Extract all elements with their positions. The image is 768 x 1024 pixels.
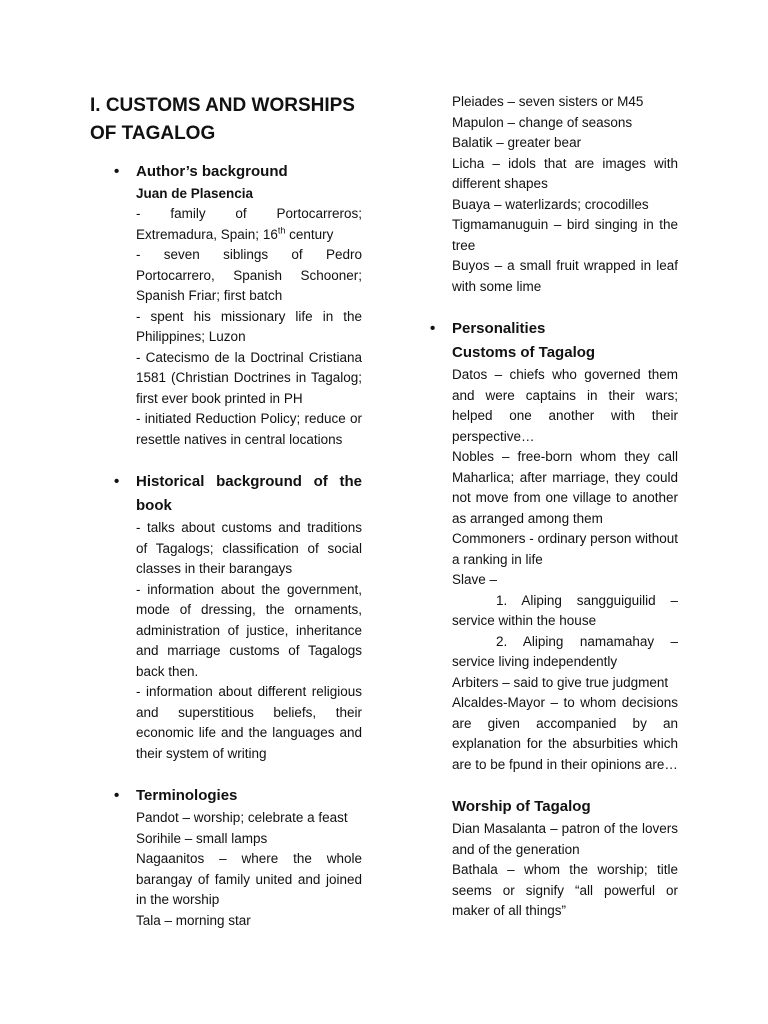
left-column	[136, 160, 362, 931]
term-line: Nagaanitos – where the whole barangay of family united and joined in the worship	[136, 851, 362, 907]
section-personalities	[452, 317, 678, 775]
author-line: - spent his missionary life in the Philippines; Luzon	[136, 308, 362, 344]
personality-line: Slave –	[452, 572, 498, 587]
personality-line: Arbiters – said to give true judgment	[452, 674, 669, 690]
author-line: - family of Portocarreros; Extremadura, Spain; 16th century	[136, 206, 362, 242]
term-line: Buyos – a small fruit wrapped in leaf with some lime	[452, 258, 678, 294]
term-line: Tala – morning star	[136, 912, 251, 928]
heading-terminologies: • Terminologies	[136, 784, 362, 808]
personality-line: Nobles – free-born whom they call Maharlica; after marriage, they could not move from one village to another as arranged among them	[452, 449, 678, 526]
personality-line: Datos – chiefs who governed them and were captains in their wars; helped one another with their perspective…	[452, 367, 678, 444]
historical-line: - information about the government, mode of dressing, the ornaments, administration of justice, inheritance and marriage customs of Tagalogs back then.	[136, 581, 362, 679]
term-line: Balatik – greater bear	[452, 135, 582, 150]
section-terminologies-cont	[452, 92, 678, 297]
personality-line: 1. Aliping sangguiguilid – service within the house	[452, 592, 678, 628]
heading-historical-background: • Historical background of the book	[136, 470, 362, 518]
term-line: Pleiades – seven sisters or M45	[452, 94, 644, 109]
author-line: - seven siblings of Pedro Portocarrero, Spanish Schooner; Spanish Friar; first batch	[136, 247, 362, 303]
historical-line: - talks about customs and traditions of Tagalogs; classification of social classes in their barangays	[136, 520, 362, 576]
section-terminologies	[136, 784, 362, 931]
term-line: Buaya – waterlizards; crocodilles	[452, 196, 649, 212]
heading-personalities: • Personalities	[452, 317, 678, 341]
worship-line: Bathala – whom the worship; title seems or signify “all powerful or maker of all things”	[452, 862, 678, 918]
author-name: Juan de Plasencia	[136, 186, 254, 201]
term-line: Sorihile – small lamps	[136, 830, 268, 846]
term-line: Tigmamanuguin – bird singing in the tree	[452, 217, 678, 253]
author-line: - initiated Reduction Policy; reduce or resettle natives in central locations	[136, 411, 362, 447]
subheading-customs: Customs of Tagalog	[452, 344, 596, 361]
worship-line: Dian Masalanta – patron of the lovers and of the generation	[452, 821, 678, 857]
author-line: - Catecismo de la Doctrinal Cristiana 1581 (Christian Doctrines in Tagalog; first ever book printed in PH	[136, 349, 362, 406]
right-column	[452, 92, 678, 922]
page-title: I. CUSTOMS AND WORSHIPS OF TAGALOG	[90, 95, 355, 144]
section-author-background	[136, 160, 362, 450]
heading-author-background: • Author’s background	[136, 160, 362, 184]
term-line: Mapulon – change of seasons	[452, 114, 633, 130]
personality-line: Alcaldes-Mayor – to whom decisions are given accompanied by an explanation for the absurbities which are to be fpund in their opinions are…	[452, 695, 678, 772]
section-worship	[452, 795, 678, 922]
heading-worship: Worship of Tagalog	[452, 798, 591, 815]
personality-line: 2. Aliping namamahay – service living independently	[452, 633, 678, 669]
historical-line: - information about different religious and superstitious beliefs, their economic life and the languages and their system of writing	[136, 684, 362, 761]
term-line: Pandot – worship; celebrate a feast	[136, 810, 348, 825]
section-historical-background	[136, 470, 362, 764]
term-line: Licha – idols that are images with different shapes	[452, 155, 678, 191]
personality-line: Commoners - ordinary person without a ranking in life	[452, 531, 678, 567]
